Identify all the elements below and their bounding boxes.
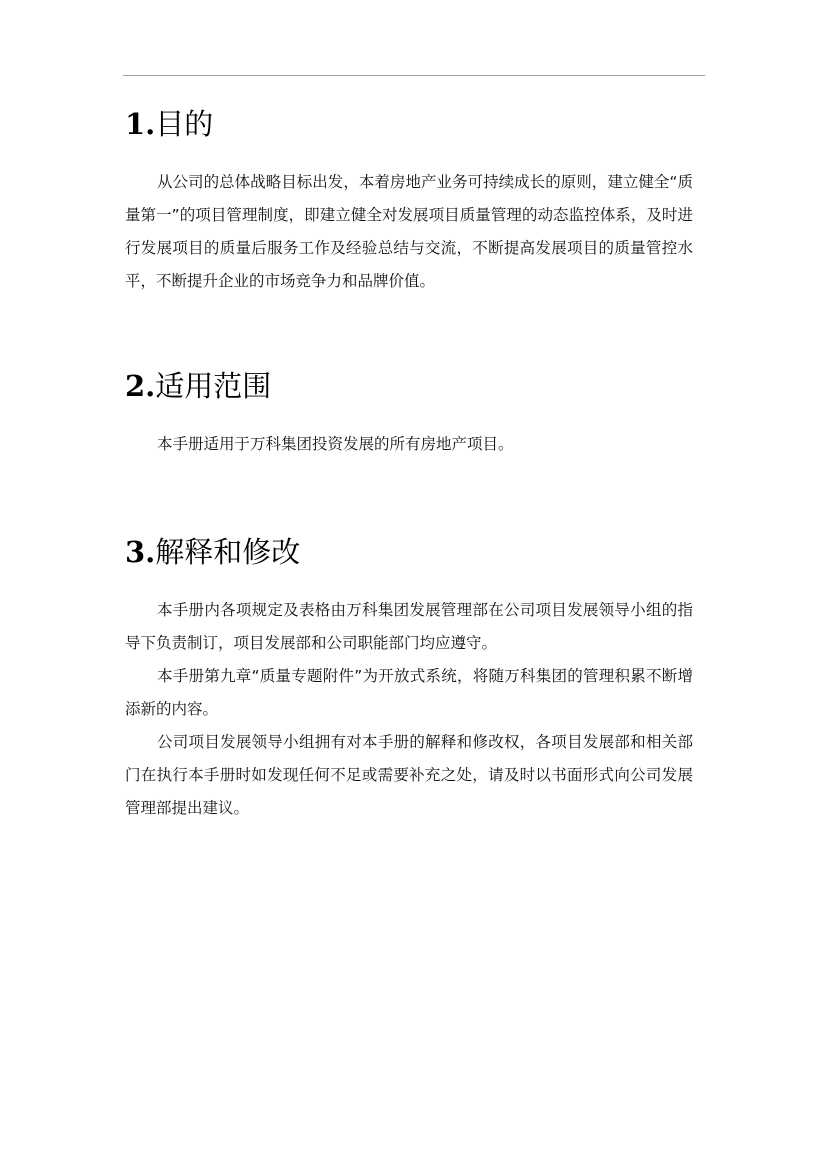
section-3-paragraph-2: 本手册第九章“质量专题附件”为开放式系统，将随万科集团的管理积累不断增添新的内容。 xyxy=(125,667,693,718)
section-1-title: 目的 xyxy=(155,107,214,141)
header-rule xyxy=(123,75,705,76)
section-2-paragraph-1: 本手册适用于万科集团投资发展的所有房地产项目。 xyxy=(157,435,514,453)
section-2-title: 适用范围 xyxy=(155,369,272,403)
section-2-heading xyxy=(125,368,271,404)
section-1-heading xyxy=(125,106,213,142)
section-3-title: 解释和修改 xyxy=(155,535,301,569)
section-3-paragraph-3: 公司项目发展领导小组拥有对本手册的解释和修改权，各项目发展部和相关部门在执行本手册时如发现任何不足或需要补充之处，请及时以书面形式向公司发展管理部提出建议。 xyxy=(125,733,693,817)
section-3-number: 3. xyxy=(125,535,156,569)
section-3-paragraph-1: 本手册内各项规定及表格由万科集团发展管理部在公司项目发展领导小组的指导下负责制订，项目发展部和公司职能部门均应遵守。 xyxy=(125,601,693,652)
section-1-paragraph-1: 从公司的总体战略目标出发，本着房地产业务可持续成长的原则，建立健全“质量第一”的项目管理制度，即建立健全对发展项目质量管理的动态监控体系，及时进行发展项目的质量后服务工作及经验总结与交流，不断提高发展项目的质量管控水平，不断提升企业的市场竞争力和品牌价值。 xyxy=(125,173,693,290)
section-2-number: 2. xyxy=(125,369,156,403)
section-1-number: 1. xyxy=(125,107,156,141)
section-3-heading xyxy=(125,534,300,570)
